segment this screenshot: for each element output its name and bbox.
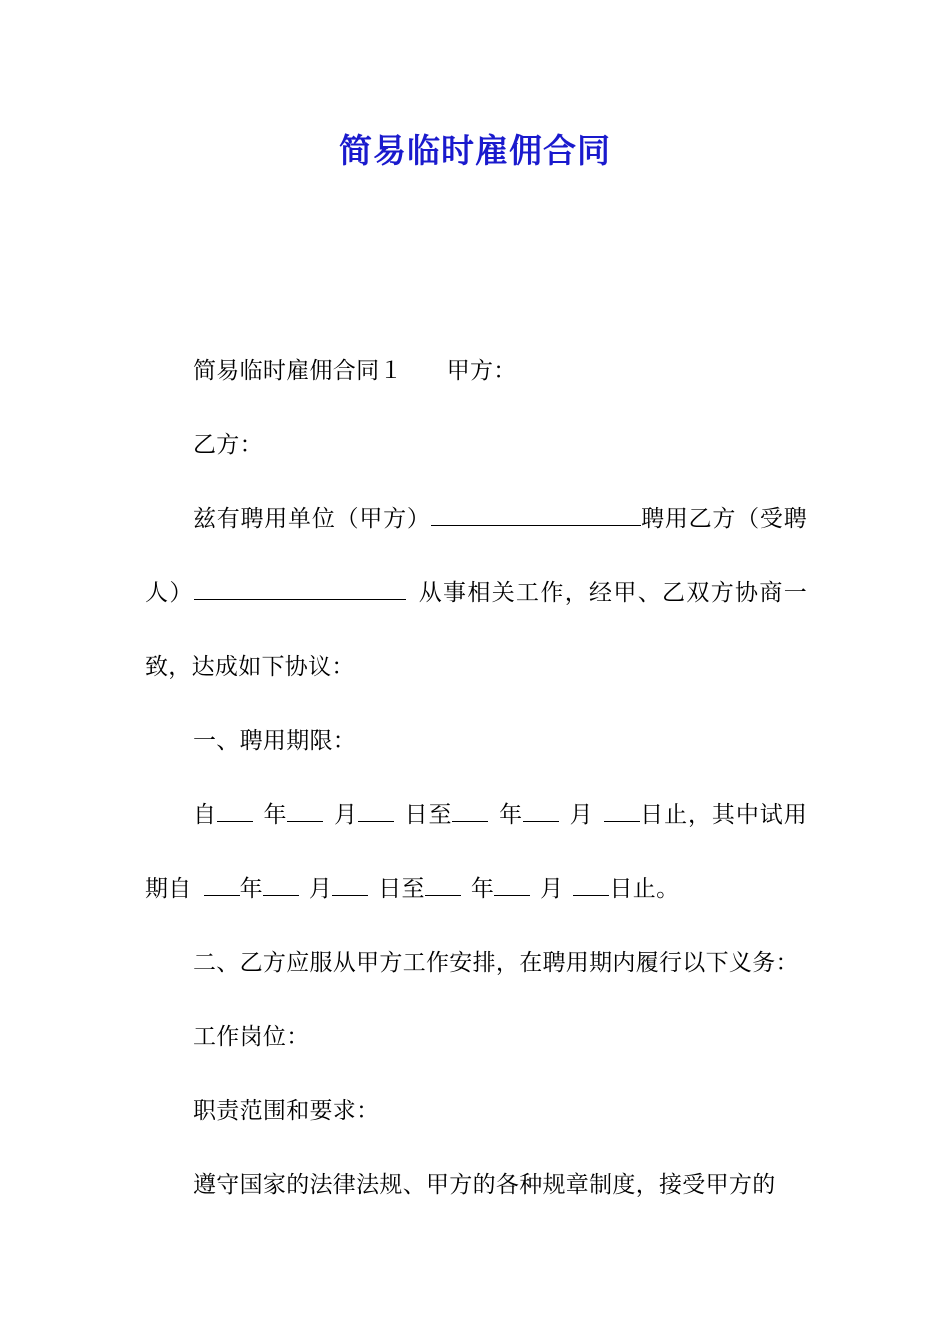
section-1-title: 一、聘用期限： bbox=[193, 728, 357, 754]
compliance-text: 遵守国家的法律法规、甲方的各种规章制度，接受甲方的 bbox=[193, 1172, 776, 1198]
blank-start-day bbox=[358, 820, 394, 822]
paragraph-header bbox=[145, 334, 807, 408]
paragraph-party-b bbox=[145, 408, 807, 482]
blank-end-month bbox=[523, 820, 559, 822]
blank-end-day bbox=[604, 820, 640, 822]
contract-subtitle: 简易临时雇佣合同１ bbox=[193, 358, 403, 384]
blank-start-month bbox=[287, 820, 323, 822]
party-b-label: 乙方： bbox=[193, 432, 263, 458]
term-zi: 自 bbox=[193, 802, 217, 828]
intro-text-3: 聘人） bbox=[145, 506, 807, 606]
party-a-label: 甲方： bbox=[446, 358, 517, 384]
paragraph-compliance bbox=[145, 1148, 807, 1222]
paragraph-position bbox=[145, 1000, 807, 1074]
term-year-2: 年 bbox=[498, 802, 524, 828]
probation-month: 月 bbox=[308, 876, 333, 902]
paragraph-term bbox=[145, 778, 807, 926]
term-day-to: 日至 bbox=[404, 802, 453, 828]
intro-text-4: 从事相关工作，经甲、乙双方协商 bbox=[417, 580, 784, 606]
blank-employee bbox=[194, 598, 406, 600]
section-2-title: 二、乙方应服从甲方工作安排，在聘用期内履行以下义务： bbox=[193, 950, 799, 976]
blank-employer bbox=[431, 524, 641, 526]
blank-probation-end-year bbox=[425, 894, 461, 896]
paragraph-intro bbox=[145, 482, 807, 704]
paragraph-duties bbox=[145, 1074, 807, 1148]
intro-text-2: 聘用乙方（受 bbox=[640, 506, 784, 532]
probation-year: 年 bbox=[239, 876, 263, 902]
blank-probation-start-month bbox=[263, 894, 299, 896]
blank-end-year bbox=[452, 820, 488, 822]
duties-label: 职责范围和要求： bbox=[193, 1098, 380, 1124]
probation-label: 用期自 bbox=[145, 802, 807, 902]
probation-year-2: 年 bbox=[470, 876, 495, 902]
probation-end: 日止。 bbox=[609, 876, 680, 902]
term-month-2: 月 bbox=[569, 802, 594, 828]
section-1-heading bbox=[145, 704, 807, 778]
intro-text-1: 兹有聘用单位（甲方） bbox=[193, 506, 431, 532]
term-year: 年 bbox=[262, 802, 288, 828]
term-end: 日止，其中试 bbox=[639, 802, 784, 828]
blank-start-year bbox=[217, 820, 253, 822]
document-title: 简易临时雇佣合同 bbox=[339, 131, 611, 170]
section-2-heading bbox=[145, 926, 807, 1000]
blank-probation-start-year bbox=[204, 894, 240, 896]
probation-day-to: 日至 bbox=[378, 876, 425, 902]
blank-probation-end-day bbox=[573, 894, 609, 896]
term-month: 月 bbox=[333, 802, 359, 828]
position-label: 工作岗位： bbox=[193, 1024, 310, 1050]
blank-probation-start-day bbox=[332, 894, 368, 896]
probation-month-2: 月 bbox=[540, 876, 564, 902]
blank-probation-end-month bbox=[494, 894, 530, 896]
intro-text-5: 一致，达成如下协议： bbox=[145, 580, 807, 680]
document-body bbox=[145, 334, 807, 1222]
